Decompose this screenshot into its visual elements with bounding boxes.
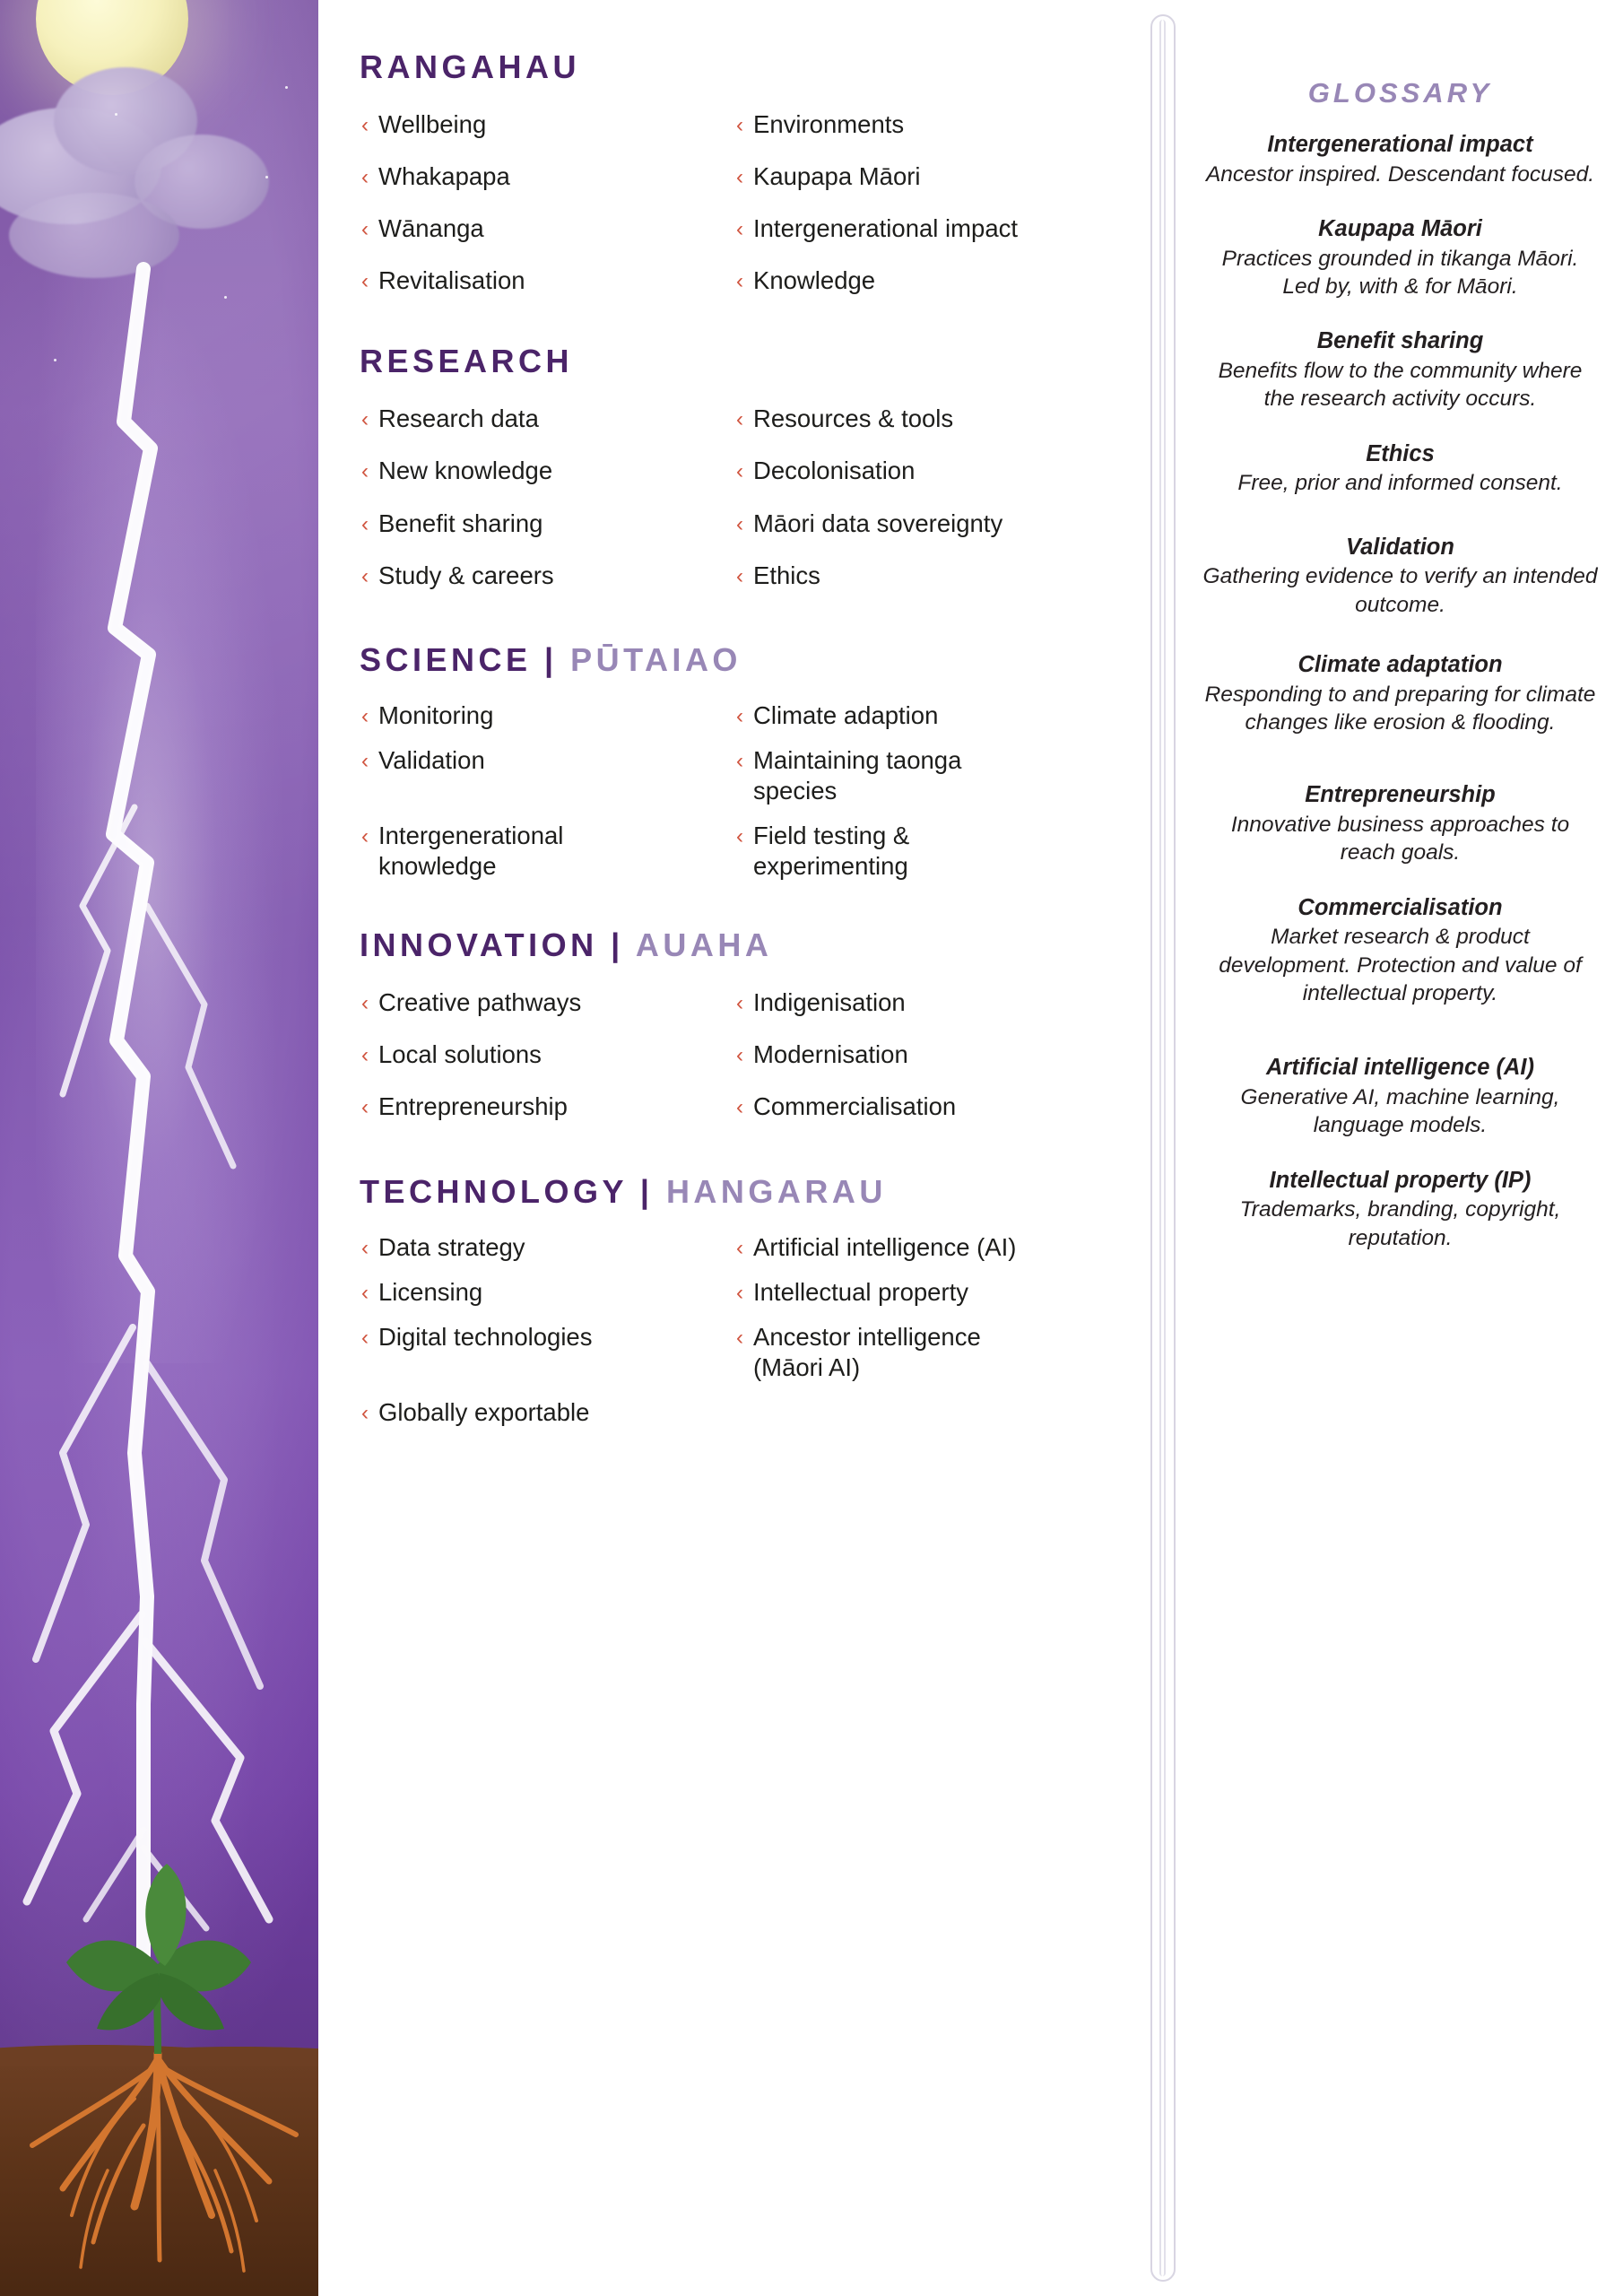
glossary-entry [1202,131,1598,188]
glossary-definition: Innovative business approaches to reach goals. [1230,812,1570,865]
section-technology [343,1173,1113,1433]
list-item-label: Licensing [378,1277,483,1306]
list-item-label: Intellectual property [753,1277,968,1306]
section-title-separator: | [597,926,636,964]
list-item-label: Study & careers [378,561,554,589]
chevron-left-icon: ‹ [736,407,743,432]
chevron-left-icon: ‹ [361,1043,369,1068]
list-item[interactable] [718,151,1113,203]
chevron-left-icon: ‹ [361,407,369,432]
list-item[interactable] [718,393,1113,445]
section-title [360,343,1113,380]
topics-column [318,0,1143,2296]
chevron-left-icon: ‹ [736,1325,743,1350]
list-item-label: Ancestor intelligence (Māori AI) [753,1322,981,1381]
glossary-entry [1202,440,1598,498]
chevron-left-icon: ‹ [736,991,743,1016]
glossary-definition: Benefits flow to the community where the research activity occurs. [1218,358,1583,412]
kumara-plant-icon [0,1830,318,2296]
list-item[interactable] [343,99,718,151]
list-item-label: Monitoring [378,700,494,729]
list-item[interactable] [343,151,718,203]
glossary-entry [1202,894,1598,1008]
glossary-term: Intellectual property (IP) [1269,1167,1532,1193]
chevron-left-icon: ‹ [736,1235,743,1260]
chevron-left-icon: ‹ [736,563,743,588]
list-item[interactable] [343,550,718,602]
list-item-label: Intergenerational impact [753,214,1019,243]
list-item[interactable] [718,812,1014,887]
section-science [343,641,1113,887]
glossary-definition: Responding to and preparing for climate changes like erosion & flooding. [1204,682,1596,735]
chevron-left-icon: ‹ [736,1043,743,1068]
chevron-left-icon: ‹ [361,511,369,536]
glossary-term: Climate adaptation [1298,651,1503,677]
chevron-left-icon: ‹ [361,824,369,849]
list-item-label: Data strategy [378,1232,525,1261]
glossary-definition: Ancestor inspired. Descendant focused. [1205,161,1595,187]
list-item-label: Environments [753,110,905,138]
list-item-label: Research data [378,404,539,433]
section-innovation [343,926,1113,1133]
section-title-alt-text: HANGARAU [665,1172,887,1210]
list-item-label: Revitalisation [378,266,525,295]
chevron-left-icon: ‹ [736,113,743,137]
chevron-left-icon: ‹ [736,165,743,190]
glossary-definition: Trademarks, branding, copyright, reputation. [1239,1197,1561,1250]
chevron-left-icon: ‹ [361,459,369,484]
glossary-entry [1202,1167,1598,1252]
section-items-grid [343,99,1113,307]
list-item[interactable] [343,1313,718,1388]
glossary-column [1183,0,1623,2296]
list-item-label: Validation [378,745,485,774]
list-item[interactable] [343,203,718,255]
chevron-left-icon: ‹ [361,1095,369,1120]
list-item-label: Knowledge [753,266,876,295]
glossary-term: Kaupapa Māori [1318,215,1482,241]
list-item[interactable] [718,255,1113,307]
list-item[interactable] [343,393,718,445]
glossary-definition: Gathering evidence to verify an intended outcome. [1202,564,1598,617]
glossary-definition: Practices grounded in tikanga Māori. Led by, with & for Māori. [1221,246,1579,299]
list-item-label: Artificial intelligence (AI) [753,1232,1017,1261]
section-title-text: RANGAHAU [360,48,580,85]
glossary-definition: Market research & product development. Protection and value of intellectual property. [1219,925,1582,1005]
section-items-grid [343,691,1113,887]
section-title-alt-text: PŪTAIAO [570,640,742,678]
lightning-plant-illustration [0,0,318,2296]
glossary-entry [1202,651,1598,736]
glossary-entry [1202,781,1598,866]
list-item-label: Digital technologies [378,1322,593,1351]
chevron-left-icon: ‹ [736,824,743,849]
list-item-label: New knowledge [378,457,553,485]
list-item-label: Field testing & experimenting [753,822,910,881]
list-item-label: Benefit sharing [378,509,543,537]
list-item[interactable] [718,99,1113,151]
list-item[interactable] [343,977,718,1029]
divider-inner-line [1159,20,1166,2276]
list-item[interactable] [718,1313,1023,1388]
chevron-left-icon: ‹ [361,165,369,190]
list-item[interactable] [718,977,1113,1029]
chevron-left-icon: ‹ [361,703,369,728]
section-title-separator: | [531,640,571,678]
list-item-label: Resources & tools [753,404,954,433]
glossary-term: Ethics [1366,440,1435,466]
list-item[interactable] [343,736,718,812]
glossary-definition: Generative AI, machine learning, language models. [1240,1084,1560,1138]
section-rangahau [343,48,1113,307]
section-items-grid [343,393,1113,601]
glossary-term: Benefit sharing [1316,328,1484,354]
list-item-label: Entrepreneurship [378,1092,568,1121]
glossary-entry [1202,534,1598,619]
chevron-left-icon: ‹ [361,1235,369,1260]
list-item-label: Commercialisation [753,1092,957,1121]
section-title [360,926,1113,964]
chevron-left-icon: ‹ [361,563,369,588]
list-item[interactable] [718,445,1113,497]
chevron-left-icon: ‹ [361,217,369,242]
chevron-left-icon: ‹ [736,459,743,484]
list-item-label: Whakapapa [378,162,510,191]
list-item-label: Māori data sovereignty [753,509,1003,537]
list-item-label: Wellbeing [378,110,487,138]
list-item[interactable] [718,550,1113,602]
chevron-left-icon: ‹ [736,269,743,294]
list-item[interactable] [343,498,718,550]
section-title-text: INNOVATION [360,926,598,964]
section-title-alt-text: AUAHA [635,926,773,964]
glossary-entry [1202,327,1598,413]
chevron-left-icon: ‹ [361,269,369,294]
chevron-left-icon: ‹ [736,511,743,536]
list-item-label: Creative pathways [378,988,582,1017]
list-item[interactable] [718,691,1113,736]
list-item[interactable] [718,1223,1113,1268]
section-title-text: TECHNOLOGY [360,1172,628,1210]
glossary-definition: Free, prior and informed consent. [1237,471,1563,496]
glossary-term: Validation [1346,534,1454,560]
chevron-left-icon: ‹ [736,748,743,773]
list-item-label: Indigenisation [753,988,906,1017]
section-items-grid [343,1223,1113,1433]
chevron-left-icon: ‹ [736,1280,743,1305]
section-title-text: RESEARCH [360,343,574,380]
list-item[interactable] [718,203,1113,255]
glossary-term: Artificial intelligence (AI) [1266,1055,1534,1081]
section-items-grid [343,977,1113,1133]
list-item-label: Kaupapa Māori [753,162,921,191]
list-item[interactable] [343,1029,718,1081]
section-research [343,343,1113,601]
list-item-label: Wānanga [378,214,484,243]
list-item-label: Maintaining taonga species [753,745,962,804]
grid-spacer [718,1388,1113,1433]
list-item[interactable] [343,1081,718,1133]
glossary-term: Intergenerational impact [1267,132,1533,157]
glossary-title: GLOSSARY [1307,77,1493,109]
list-item-label: Climate adaption [753,700,939,729]
list-item[interactable] [718,736,1014,812]
list-item[interactable] [343,255,718,307]
list-item-label: Local solutions [378,1040,542,1069]
list-item-label: Ethics [753,561,820,589]
chevron-left-icon: ‹ [361,113,369,137]
list-item[interactable] [718,1081,1113,1133]
chevron-left-icon: ‹ [361,1400,369,1425]
list-item-label: Decolonisation [753,457,916,485]
glossary-entry [1202,1054,1598,1139]
section-title-text: SCIENCE [360,640,532,678]
chevron-left-icon: ‹ [361,748,369,773]
chevron-left-icon: ‹ [361,1325,369,1350]
chevron-left-icon: ‹ [736,703,743,728]
list-item[interactable] [343,1388,718,1433]
glossary-entry [1202,215,1598,300]
section-title [360,1173,1113,1211]
chevron-left-icon: ‹ [736,217,743,242]
list-item[interactable] [343,445,718,497]
list-item[interactable] [343,1223,718,1268]
chevron-left-icon: ‹ [361,991,369,1016]
vertical-divider [1143,14,1183,2282]
section-title-separator: | [627,1172,666,1210]
section-title [360,641,1113,679]
list-item[interactable] [343,812,612,887]
list-item-label: Intergenerational knowledge [378,822,564,881]
list-item[interactable] [343,1268,718,1313]
chevron-left-icon: ‹ [736,1095,743,1120]
list-item[interactable] [718,1029,1113,1081]
glossary-term: Commercialisation [1298,894,1503,920]
section-title [360,48,1113,86]
list-item[interactable] [343,691,718,736]
chevron-left-icon: ‹ [361,1280,369,1305]
list-item-label: Globally exportable [378,1397,590,1426]
glossary-term: Entrepreneurship [1305,782,1496,808]
list-item-label: Modernisation [753,1040,908,1069]
list-item[interactable] [718,1268,1113,1313]
list-item[interactable] [718,498,1113,550]
